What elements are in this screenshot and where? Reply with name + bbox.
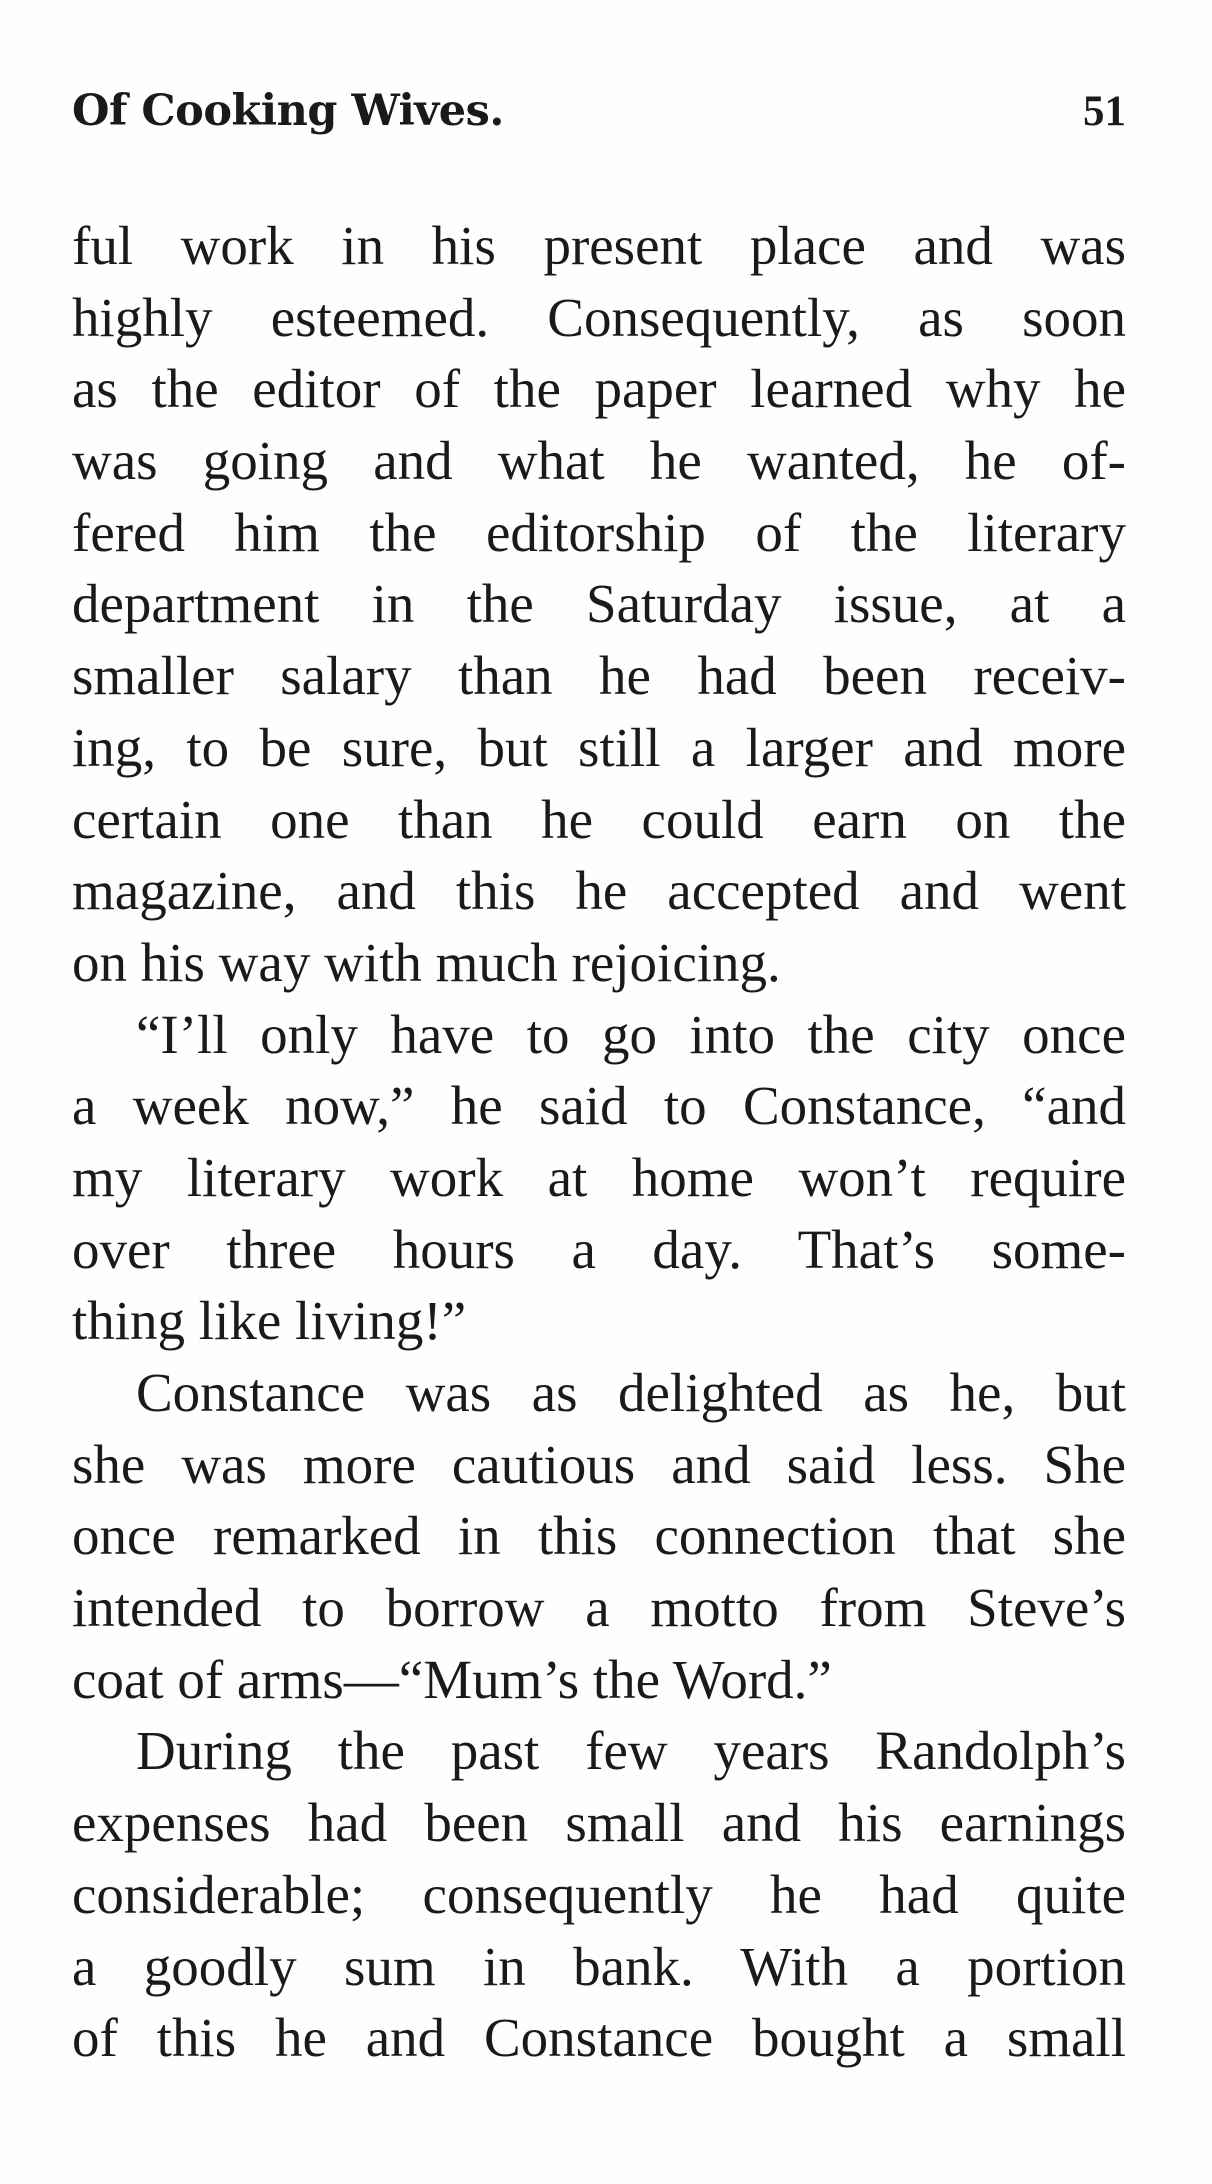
text-line: of this he and Constance bought a small — [72, 2007, 1126, 2069]
paragraph-first-line: “I’ll only have to go into the city once — [136, 1003, 1126, 1065]
text-line: highly esteemed. Consequently, as soon — [72, 286, 1126, 348]
text-line: on his way with much rejoicing. — [72, 931, 781, 993]
text-line: department in the Saturday issue, at a — [72, 573, 1126, 635]
text-line: a week now,” he said to Constance, “and — [72, 1075, 1126, 1137]
text-line: magazine, and this he accepted and went — [72, 860, 1126, 922]
text-line: ful work in his present place and was — [72, 215, 1126, 276]
text-line: as the editor of the paper learned why he — [72, 358, 1126, 420]
page-header — [72, 86, 1126, 156]
text-line: certain one than he could earn on the — [72, 788, 1126, 850]
text-line: my literary work at home won’t require — [72, 1146, 1126, 1208]
page-number: 51 — [1083, 88, 1126, 135]
paragraph-first-line: During the past few years Randolph’s — [136, 1720, 1126, 1782]
text-line: a goodly sum in bank. With a portion — [72, 1935, 1126, 1997]
text-line: intended to borrow a motto from Steve’s — [72, 1577, 1126, 1639]
text-line: over three hours a day. That’s some- — [72, 1218, 1126, 1280]
text-line: thing like living!” — [72, 1290, 467, 1352]
text-line: was going and what he wanted, he of- — [72, 430, 1126, 492]
body-text — [72, 210, 1126, 2074]
text-line: smaller salary than he had been receiv- — [72, 645, 1126, 707]
text-line: fered him the editorship of the literary — [72, 501, 1126, 563]
text-line: once remarked in this connection that she — [72, 1505, 1126, 1567]
text-line: considerable; consequently he had quite — [72, 1863, 1126, 1925]
running-title: Of Cooking Wives. — [72, 86, 504, 136]
text-line: coat of arms—“Mum’s the Word.” — [72, 1648, 832, 1710]
text-line: ing, to be sure, but still a larger and more — [72, 716, 1126, 778]
text-line: she was more cautious and said less. She — [72, 1433, 1126, 1495]
text-line: expenses had been small and his earnings — [72, 1792, 1126, 1854]
paragraph-first-line: Constance was as delighted as he, but — [136, 1362, 1126, 1423]
